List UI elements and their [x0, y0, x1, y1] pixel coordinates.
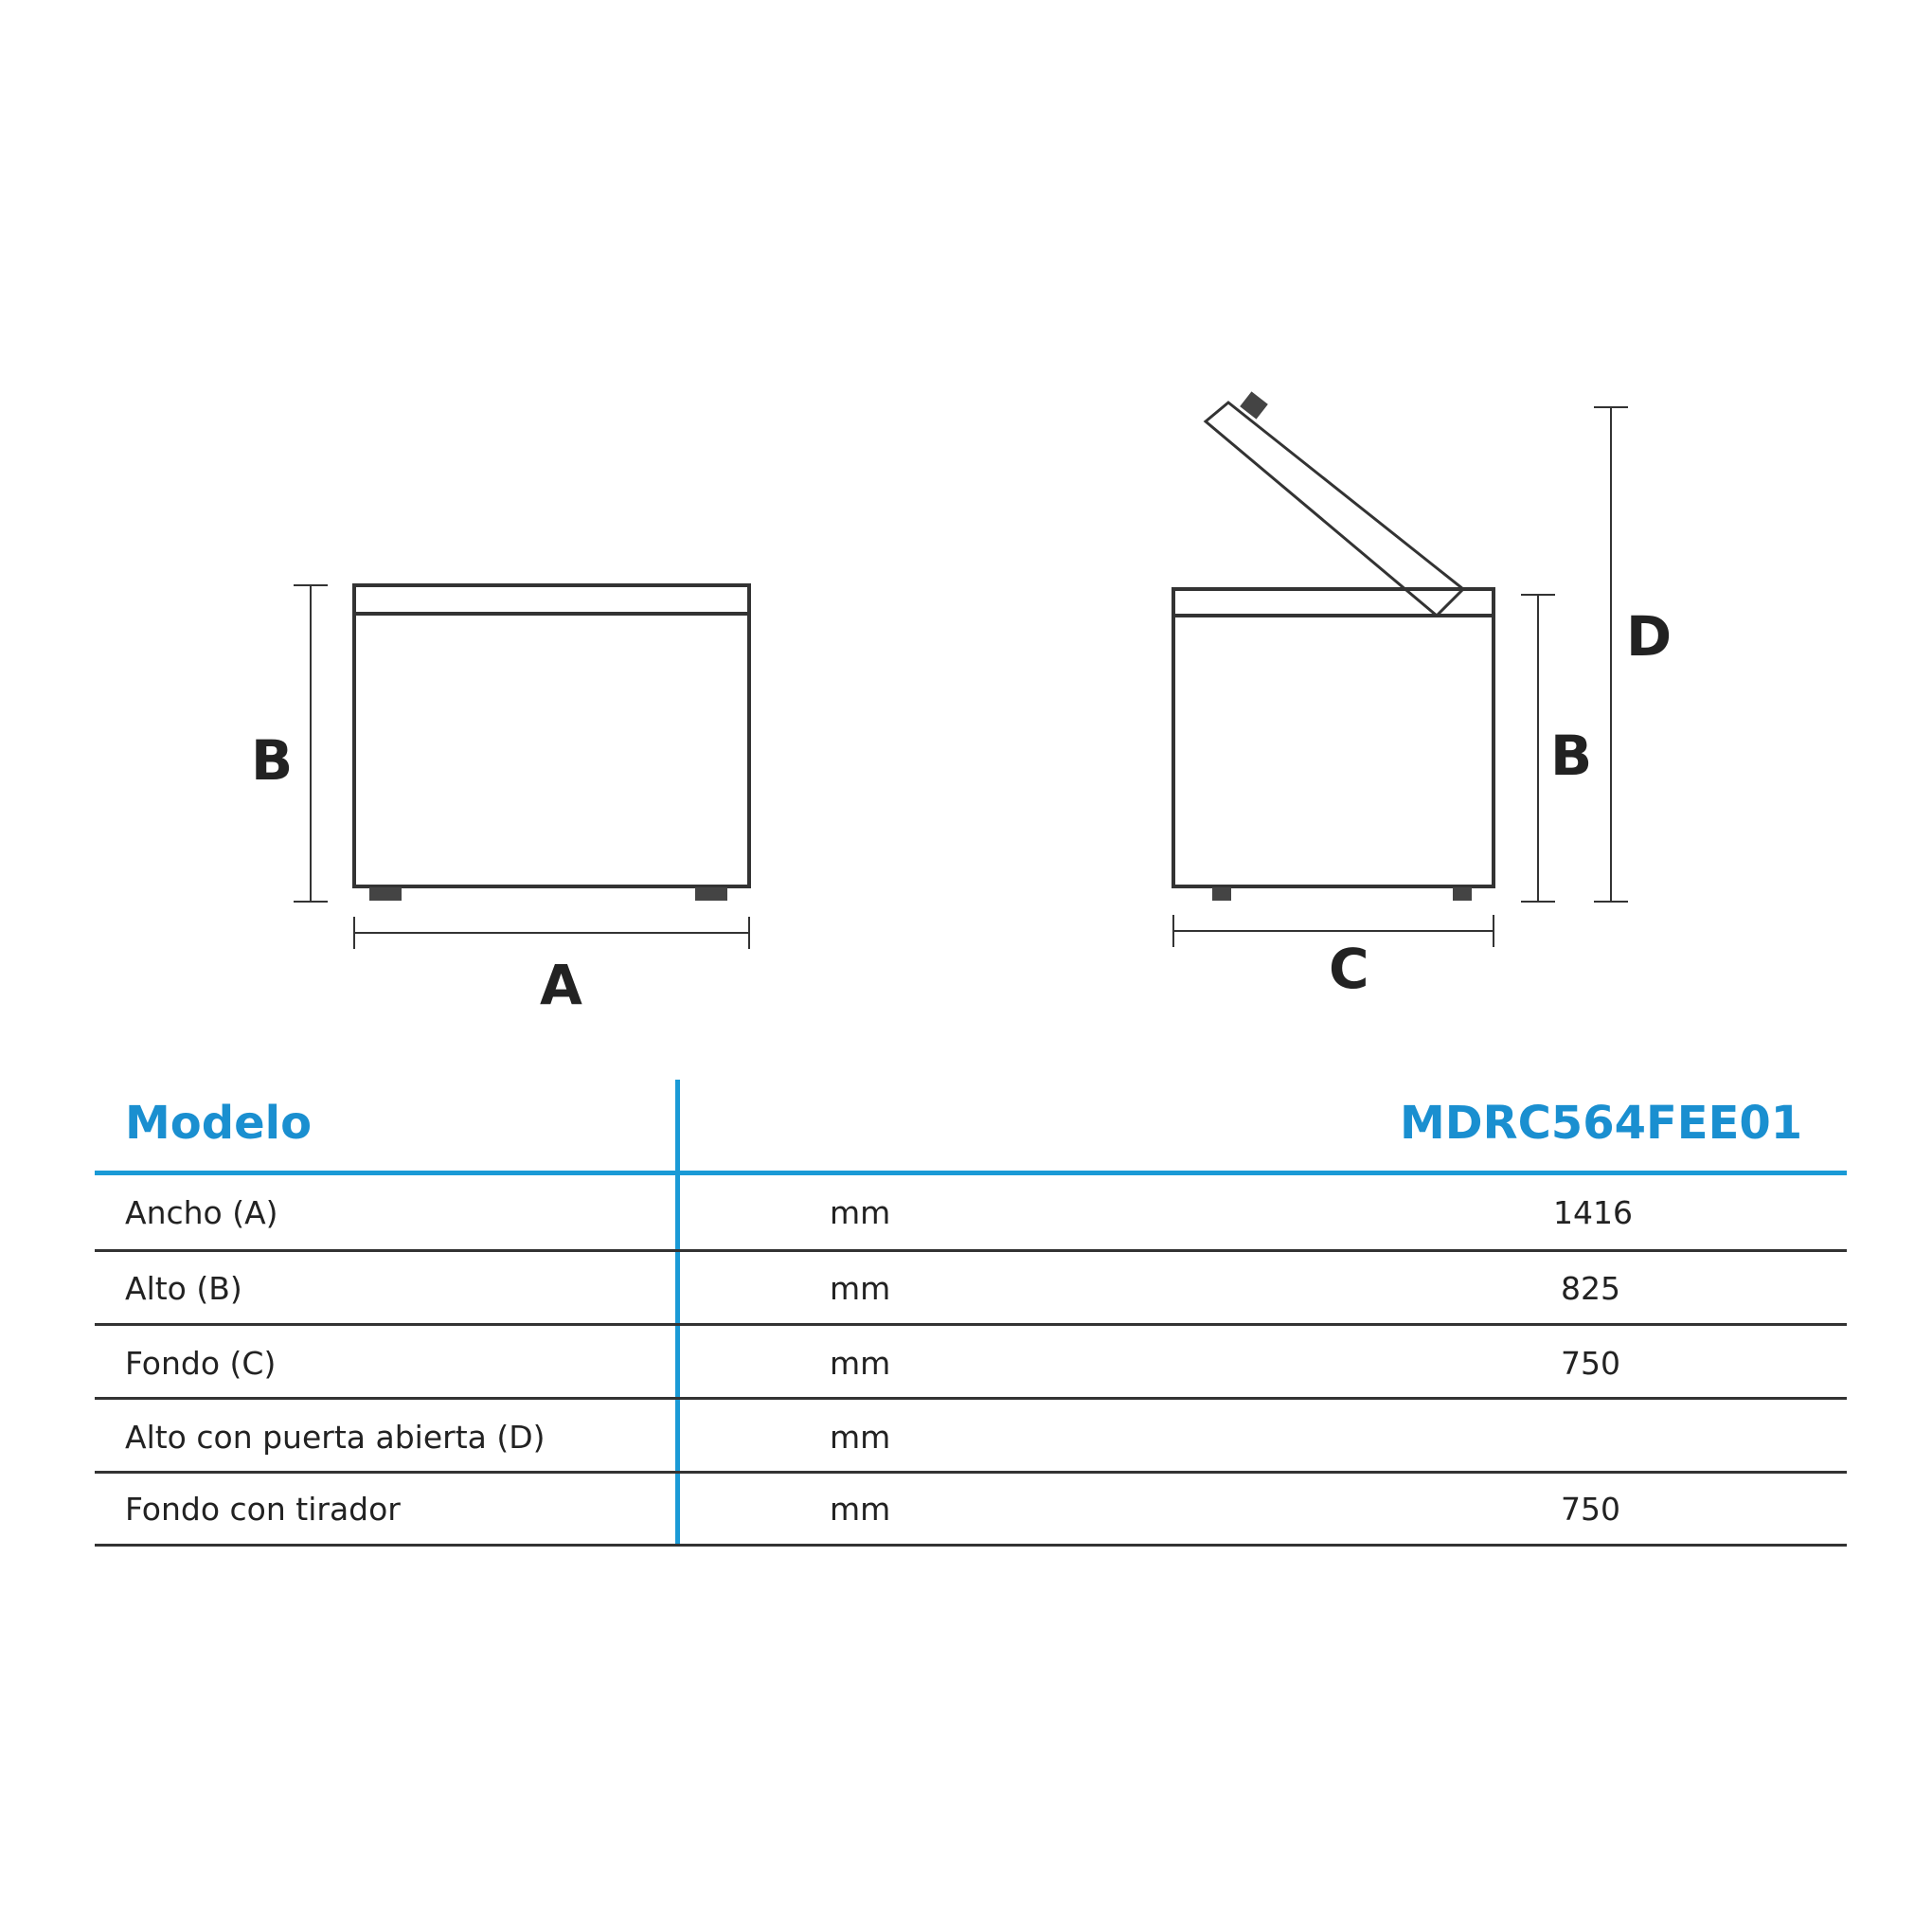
- row-unit: mm: [830, 1270, 891, 1307]
- row-value: 750: [1561, 1491, 1620, 1528]
- model-header-label: Modelo: [125, 1097, 313, 1150]
- table-row: [95, 1400, 1847, 1473]
- table-row: [95, 1474, 1847, 1546]
- row-label: Fondo (C): [125, 1345, 277, 1382]
- row-label: Alto (B): [125, 1270, 242, 1307]
- row-unit: mm: [830, 1194, 891, 1231]
- row-label: Fondo con tirador: [125, 1491, 401, 1528]
- side-label-c: C: [1329, 937, 1369, 1001]
- table-row: [95, 1175, 1847, 1249]
- row-label: Alto con puerta abierta (D): [125, 1419, 546, 1456]
- row-unit: mm: [830, 1419, 891, 1456]
- row-unit: mm: [830, 1491, 891, 1528]
- row-label: Ancho (A): [125, 1194, 278, 1231]
- front-body: [354, 585, 749, 886]
- front-label-a: A: [540, 953, 582, 1017]
- side-foot-left: [1212, 887, 1231, 901]
- side-foot-right: [1453, 887, 1472, 901]
- side-view: [1173, 391, 1628, 947]
- side-label-d: D: [1626, 604, 1673, 669]
- front-label-b: B: [251, 728, 294, 793]
- row-unit: mm: [830, 1345, 891, 1382]
- table-row: [95, 1252, 1847, 1325]
- row-value: 825: [1561, 1270, 1620, 1307]
- side-open-lid: [1206, 402, 1463, 616]
- row-value: 1416: [1553, 1194, 1633, 1231]
- spec-table: [95, 1080, 1847, 1553]
- table-row: [95, 1326, 1847, 1400]
- front-foot-right: [695, 887, 727, 901]
- row-value: 750: [1561, 1345, 1620, 1382]
- side-label-b: B: [1550, 724, 1593, 788]
- model-name: MDRC564FEE01: [1400, 1097, 1803, 1150]
- front-foot-left: [369, 887, 402, 901]
- side-body: [1173, 589, 1494, 886]
- row-divider: [95, 1544, 1847, 1547]
- front-view: [294, 585, 749, 949]
